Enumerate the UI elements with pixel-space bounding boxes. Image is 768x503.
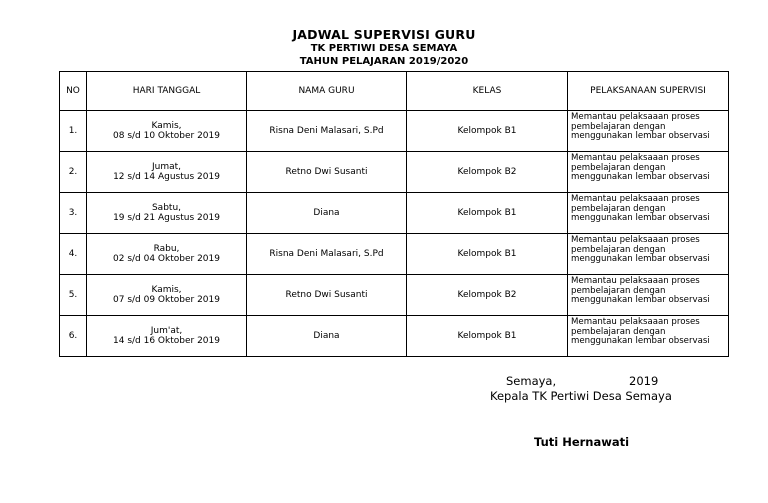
activity-line: Memantau pelaksaaan proses: [571, 276, 700, 286]
row-teacher: Diana: [247, 316, 407, 357]
activity-line: pembelajaran dengan: [571, 121, 666, 132]
activity-line: pembelajaran dengan: [571, 162, 666, 173]
table-row: [60, 111, 729, 152]
row-day: Jum'at,: [150, 325, 183, 336]
row-teacher: Risna Deni Malasari, S.Pd: [247, 234, 407, 275]
activity-line: Memantau pelaksaaan proses: [571, 317, 700, 327]
row-class: Kelompok B2: [407, 152, 568, 193]
table-row: [60, 234, 729, 275]
table-row: [60, 152, 729, 193]
activity-line: Memantau pelaksaaan proses: [571, 194, 700, 204]
row-day: Jumat,: [151, 161, 182, 172]
school-name: TK PERTIWI DESA SEMAYA: [310, 43, 458, 54]
academic-year: TAHUN PELAJARAN 2019/2020: [299, 56, 469, 67]
row-date-range: 02 s/d 04 Oktober 2019: [113, 254, 220, 264]
row-date: [87, 275, 247, 316]
activity-line: menggunakan lembar observasi: [571, 131, 710, 141]
signature-role: Kepala TK Pertiwi Desa Semaya: [490, 389, 672, 403]
row-teacher: Diana: [247, 193, 407, 234]
row-date: [87, 193, 247, 234]
row-activity: [568, 111, 729, 152]
activity-line: Memantau pelaksaaan proses: [571, 112, 700, 122]
row-number: 5.: [60, 275, 87, 316]
row-number: 2.: [60, 152, 87, 193]
activity-line: menggunakan lembar observasi: [571, 213, 710, 223]
column-header-no: NO: [60, 72, 87, 111]
activity-line: menggunakan lembar observasi: [571, 172, 710, 182]
activity-line: pembelajaran dengan: [571, 285, 666, 296]
table-row: [60, 275, 729, 316]
row-activity: [568, 316, 729, 357]
row-day: Kamis,: [151, 120, 182, 131]
row-date-range: 07 s/d 09 Oktober 2019: [113, 295, 220, 305]
column-header-hari-tanggal: HARI TANGGAL: [87, 72, 247, 111]
row-class: Kelompok B1: [407, 234, 568, 275]
row-day: Rabu,: [153, 243, 180, 254]
row-activity: [568, 152, 729, 193]
row-number: 4.: [60, 234, 87, 275]
activity-line: pembelajaran dengan: [571, 326, 666, 337]
table-row: [60, 316, 729, 357]
activity-line: menggunakan lembar observasi: [571, 295, 710, 305]
signature-year: 2019: [629, 374, 659, 388]
row-class: Kelompok B2: [407, 275, 568, 316]
column-header-kelas: KELAS: [407, 72, 568, 111]
row-date: [87, 152, 247, 193]
signature-place: Semaya,: [506, 374, 557, 388]
column-header-pelaksanaan: PELAKSANAAN SUPERVISI: [568, 72, 729, 111]
supervision-schedule-table: [59, 71, 729, 357]
activity-line: pembelajaran dengan: [571, 244, 666, 255]
row-number: 3.: [60, 193, 87, 234]
activity-line: menggunakan lembar observasi: [571, 254, 710, 264]
row-teacher: Retno Dwi Susanti: [247, 275, 407, 316]
activity-line: menggunakan lembar observasi: [571, 336, 710, 346]
activity-line: pembelajaran dengan: [571, 203, 666, 214]
table-row: [60, 193, 729, 234]
row-teacher: Risna Deni Malasari, S.Pd: [247, 111, 407, 152]
row-date: [87, 316, 247, 357]
activity-line: Memantau pelaksaaan proses: [571, 153, 700, 163]
row-day: Kamis,: [151, 284, 182, 295]
row-date-range: 08 s/d 10 Oktober 2019: [113, 131, 220, 141]
row-activity: [568, 275, 729, 316]
row-day: Sabtu,: [151, 202, 182, 213]
row-number: 1.: [60, 111, 87, 152]
table-header-row: [60, 72, 729, 111]
row-activity: [568, 193, 729, 234]
row-class: Kelompok B1: [407, 316, 568, 357]
row-date-range: 12 s/d 14 Agustus 2019: [113, 172, 220, 182]
row-date: [87, 111, 247, 152]
row-date: [87, 234, 247, 275]
signature-name: Tuti Hernawati: [534, 435, 630, 449]
row-date-range: 19 s/d 21 Agustus 2019: [113, 213, 220, 223]
row-activity: [568, 234, 729, 275]
row-class: Kelompok B1: [407, 111, 568, 152]
activity-line: Memantau pelaksaaan proses: [571, 235, 700, 245]
row-date-range: 14 s/d 16 Oktober 2019: [113, 336, 220, 346]
row-teacher: Retno Dwi Susanti: [247, 152, 407, 193]
row-number: 6.: [60, 316, 87, 357]
row-class: Kelompok B1: [407, 193, 568, 234]
document-title: JADWAL SUPERVISI GURU: [292, 27, 476, 42]
column-header-nama-guru: NAMA GURU: [247, 72, 407, 111]
